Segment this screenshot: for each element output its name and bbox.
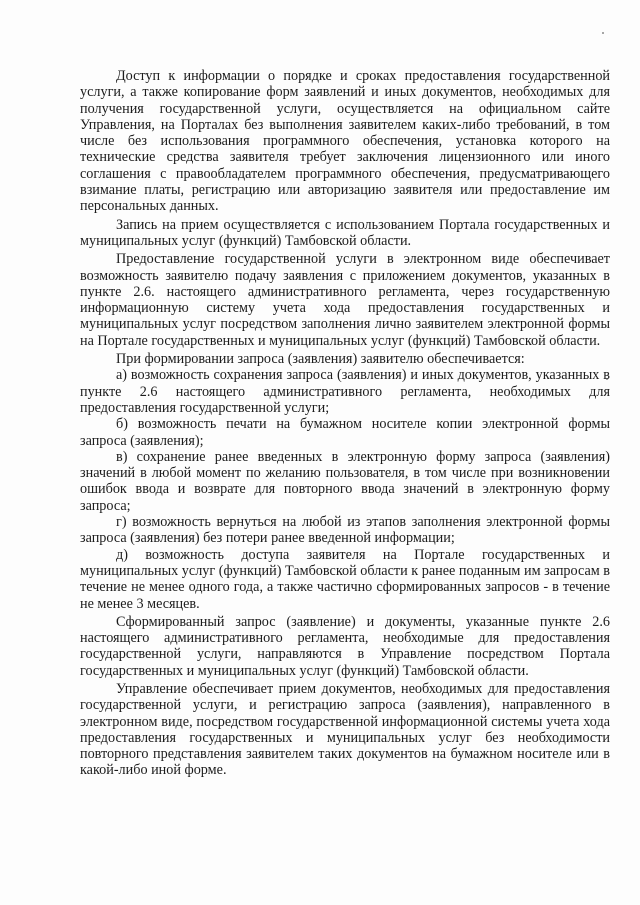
list-item-b: б) возможность печати на бумажном носителе копии электронной формы запроса (заявления); bbox=[80, 416, 610, 449]
paragraph-request-sending: Сформированный запрос (заявление) и документы, указанные пункте 2.6 настоящего административного регламента, необходимые для предоставления государственной услуги, направляются в Управление посредством Портала государственных и муниципальных услуг (функций) Тамбовской области. bbox=[80, 613, 610, 679]
list-item-d: д) возможность доступа заявителя на Портале государственных и муниципальных услуг (функций) Тамбовской области к ранее поданным им запросам в течение не менее одного года, а также частично сформированных запросов - в течение не менее 3 месяцев. bbox=[80, 546, 610, 612]
document-body bbox=[80, 68, 610, 779]
list-item-v: в) сохранение ранее введенных в электронную форму запроса (заявления) значений в любой момент по желанию пользователя, в том числе при возникновении ошибок ввода и возврате для повторного ввода значений в электронную форму запроса; bbox=[80, 448, 610, 514]
paragraph-electronic-service: Предоставление государственной услуги в электронном виде обеспечивает возможность заявителю подачу заявления с приложением документов, указанных в пункте 2.6. настоящего административного регламента, через государственную информационную систему учета хода предоставления государственных и муниципальных услуг посредством заполнения лично заявителем электронной формы на Портале государственных и муниципальных услуг (функций) Тамбовской области. bbox=[80, 251, 610, 349]
list-item-g: г) возможность вернуться на любой из этапов заполнения электронной формы запроса (заявления) без потери ранее введенной информации; bbox=[80, 514, 610, 547]
list-item-a: а) возможность сохранения запроса (заявления) и иных документов, указанных в пункте 2.6 настоящего административного регламента, необходимых для предоставления государственной услуги; bbox=[80, 367, 610, 416]
scan-speck bbox=[602, 32, 604, 34]
paragraph-access-info: Доступ к информации о порядке и сроках предоставления государственной услуги, а также копирование форм заявлений и иных документов, необходимых для получения государственной услуги, осуществляется на официальном сайте Управления, на Порталах без выполнения заявителем каких-либо требований, в том числе без использования программного обеспечения, установка которого на технические средства заявителя требует заключения лицензионного или иного соглашения с правообладателем программного обеспечения, предусматривающего взимание платы, регистрацию или авторизацию заявителя или предоставление им персональных данных. bbox=[80, 68, 610, 215]
paragraph-reception: Управление обеспечивает прием документов, необходимых для предоставления государственной услуги, и регистрацию запроса (заявления), направленного в электронном виде, посредством государственной информационной системы учета хода предоставления государственных и муниципальных услуг без необходимости повторного представления заявителем таких документов на бумажном носителе или в какой-либо иной форме. bbox=[80, 680, 610, 779]
paragraph-appointment: Запись на прием осуществляется с использованием Портала государственных и муниципальных услуг (функций) Тамбовской области. bbox=[80, 216, 610, 249]
paragraph-request-forming: При формировании запроса (заявления) заявителю обеспечивается: bbox=[116, 351, 525, 368]
